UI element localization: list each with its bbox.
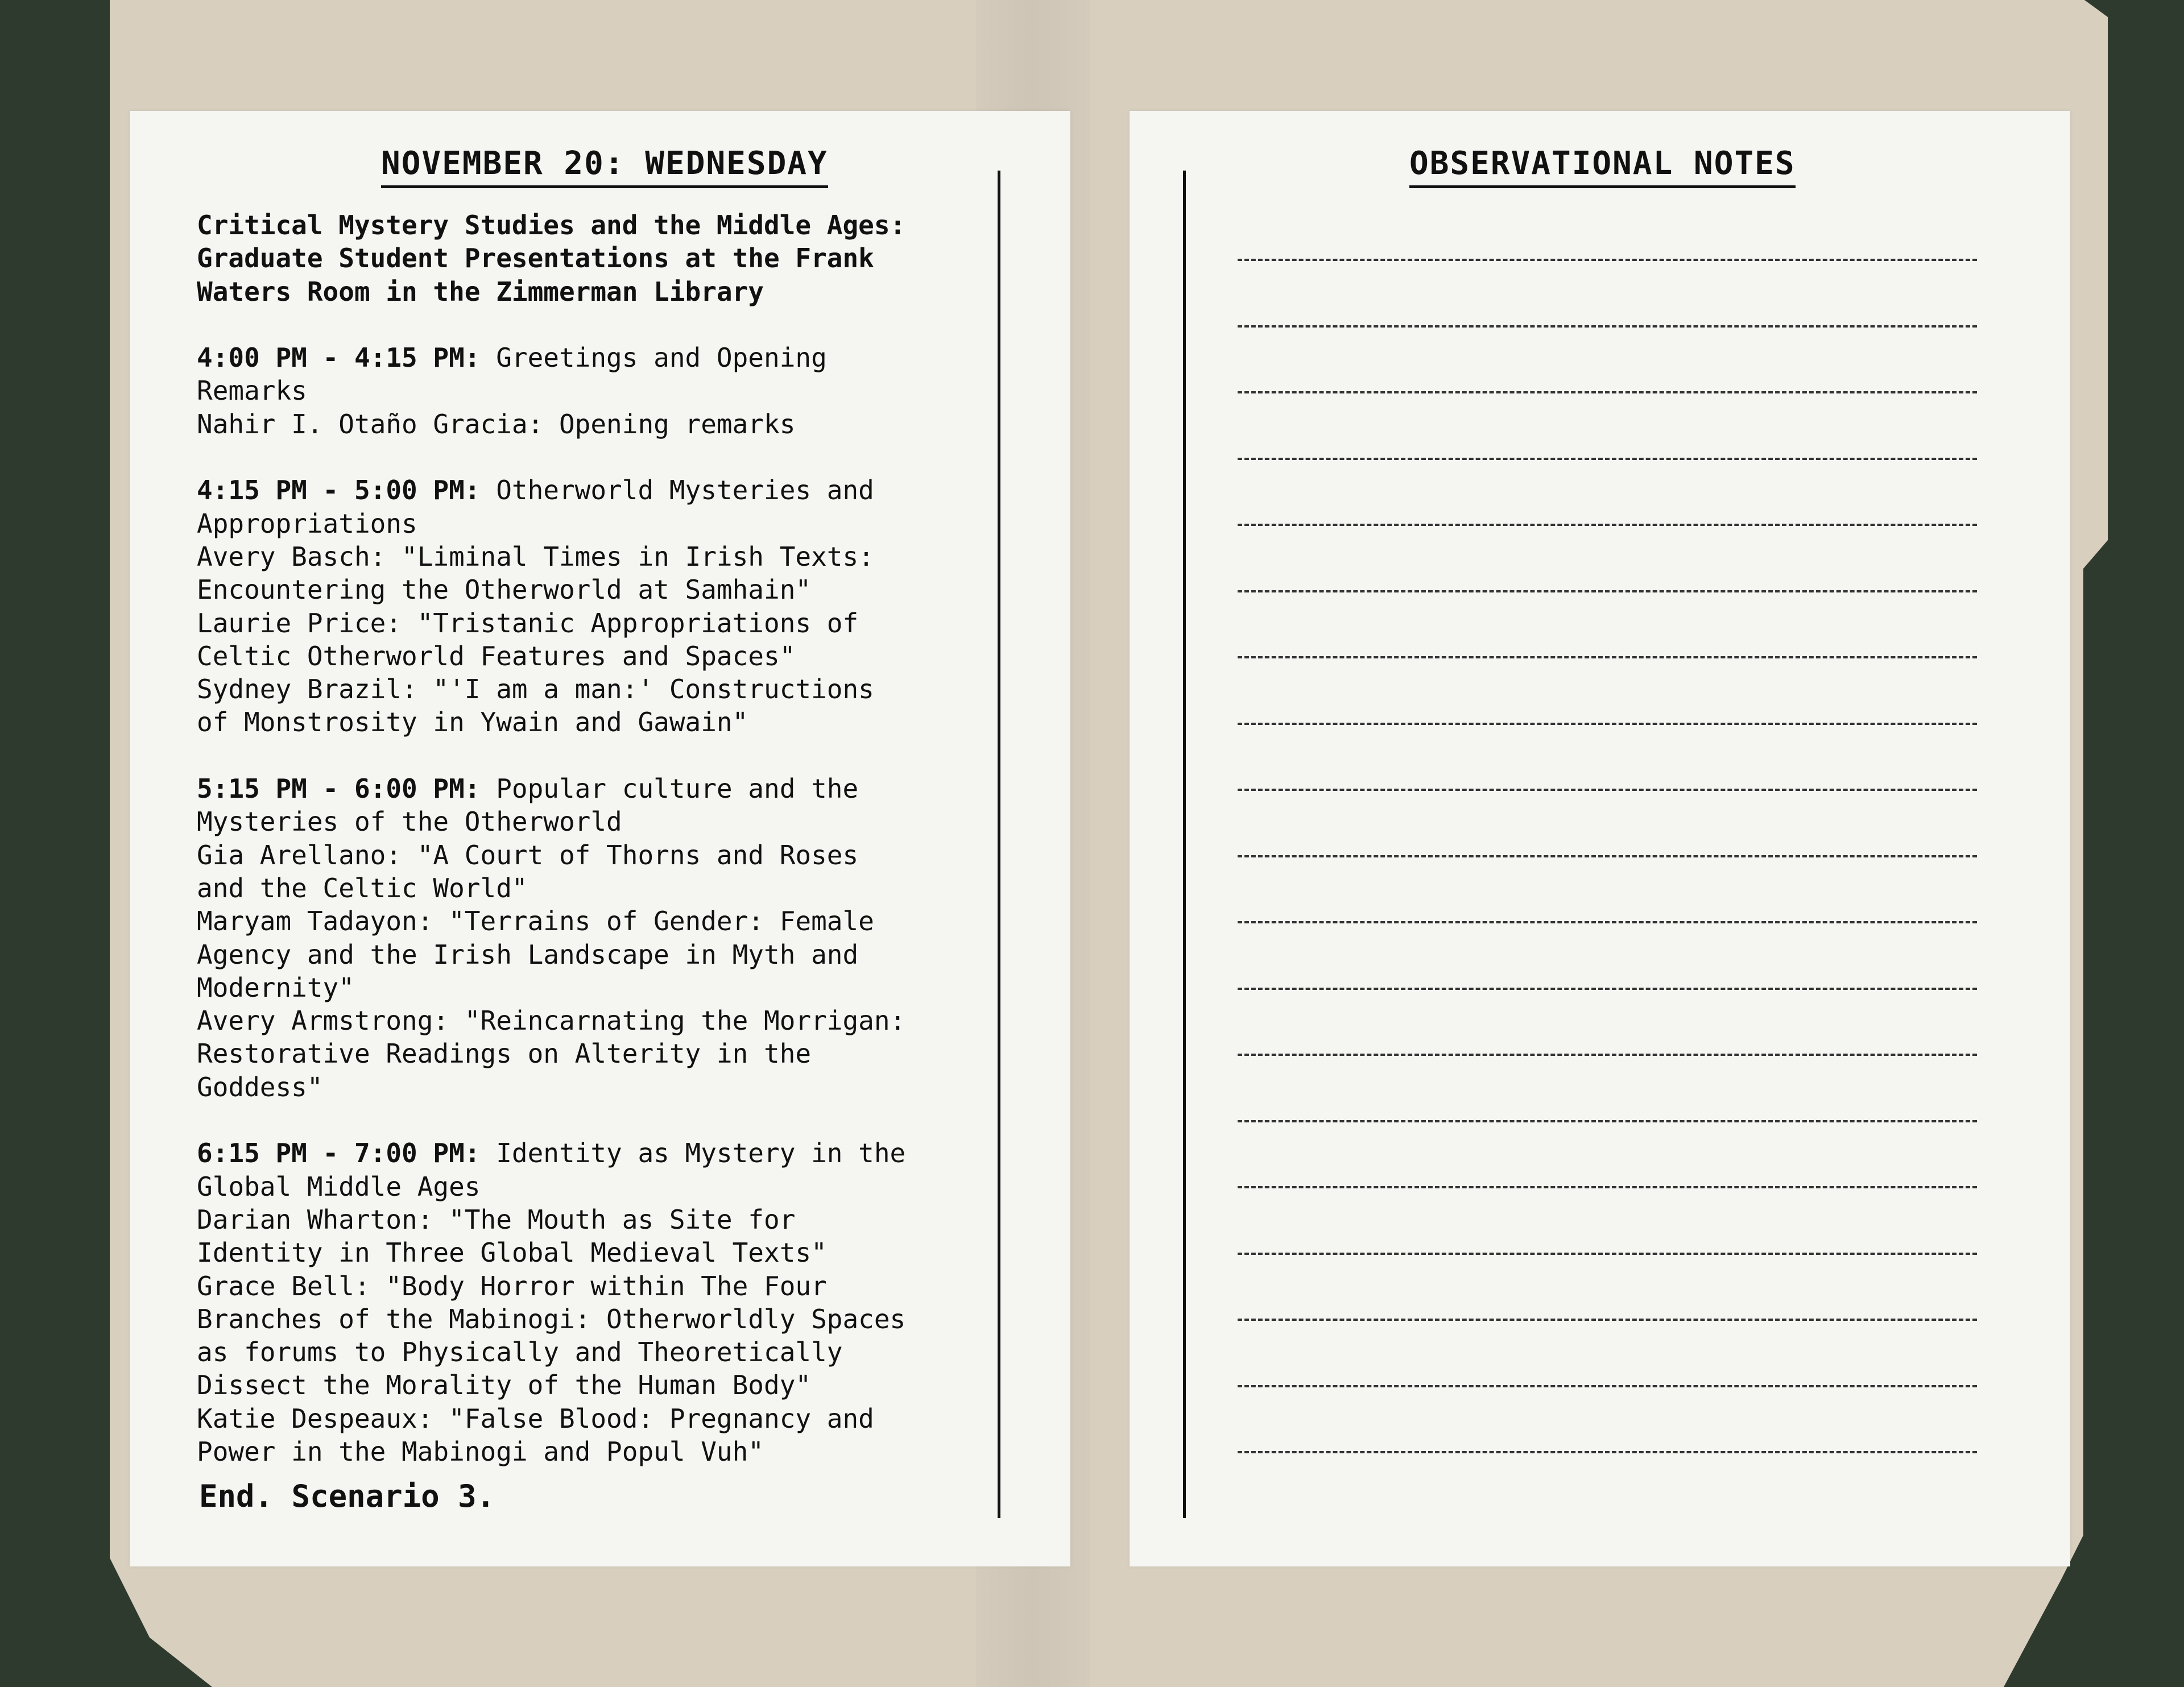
session-time: 5:15 PM - 6:00 PM: (197, 773, 481, 805)
session-line: Global Middle Ages (197, 1171, 481, 1202)
notes-area (1238, 111, 1977, 1566)
divider-line (998, 171, 1000, 1518)
session-heading (197, 474, 993, 507)
session-line: Sydney Brazil: "'I am a man:' Constructions (197, 674, 874, 705)
note-line (1238, 458, 1977, 460)
note-line (1238, 1451, 1977, 1453)
session-heading (197, 1137, 993, 1170)
session-line: Dissect the Morality of the Human Body" (197, 1370, 812, 1401)
session-line: and the Celtic World" (197, 872, 528, 903)
note-line (1238, 1186, 1977, 1188)
note-line (1238, 723, 1977, 725)
session-block (197, 341, 993, 441)
session-line: Encountering the Otherworld at Samhain" (197, 574, 812, 606)
session-line: Katie Despeaux: "False Blood: Pregnancy and (197, 1403, 874, 1434)
session-heading (197, 341, 993, 374)
session-line: Gia Arellano: "A Court of Thorns and Roses (197, 839, 859, 871)
session-line: Avery Armstrong: "Reincarnating the Morrigan: (197, 1005, 906, 1037)
note-line (1238, 921, 1977, 923)
intro-line: Critical Mystery Studies and the Middle Ages: (197, 210, 906, 241)
schedule-content (197, 209, 993, 1502)
session-line: Laurie Price: "Tristanic Appropriations of (197, 607, 859, 639)
note-line (1238, 1253, 1977, 1255)
session-line: Mysteries of the Otherworld (197, 806, 622, 838)
note-line (1238, 855, 1977, 857)
session-line: Agency and the Irish Landscape in Myth and (197, 939, 859, 970)
session-title: Identity as Mystery in the (480, 1138, 906, 1169)
note-line (1238, 590, 1977, 592)
note-line (1238, 1054, 1977, 1056)
session-line: Goddess" (197, 1071, 323, 1102)
session-line: Identity in Three Global Medieval Texts" (197, 1237, 827, 1269)
notes-page (1130, 111, 2070, 1566)
session-line: Restorative Readings on Alterity in the (197, 1038, 812, 1070)
session-title: Greetings and Opening (480, 342, 827, 374)
session-line: Darian Wharton: "The Mouth as Site for (197, 1204, 796, 1235)
note-line (1238, 1120, 1977, 1122)
schedule-page (130, 111, 1070, 1566)
session-line: Power in the Mabinogi and Popul Vuh" (197, 1436, 764, 1467)
schedule-title-text: NOVEMBER 20: WEDNESDAY (381, 145, 828, 188)
note-line (1238, 524, 1977, 526)
session-block (197, 1137, 993, 1468)
session-title: Popular culture and the (480, 773, 859, 805)
session-line: Nahir I. Otaño Gracia: Opening remarks (197, 408, 796, 440)
note-line (1238, 988, 1977, 990)
divider-line (1183, 171, 1186, 1518)
session-line: Branches of the Mabinogi: Otherworldly Spaces (197, 1303, 906, 1334)
session-line: Celtic Otherworld Features and Spaces" (197, 640, 796, 672)
note-line (1238, 325, 1977, 328)
session-time: 4:00 PM - 4:15 PM: (197, 342, 481, 374)
session-line: Avery Basch: "Liminal Times in Irish Texts: (197, 541, 874, 572)
session-time: 4:15 PM - 5:00 PM: (197, 475, 481, 506)
intro-paragraph (197, 209, 993, 308)
notes-title-text: OBSERVATIONAL NOTES (1409, 145, 1796, 188)
note-line (1238, 1319, 1977, 1321)
session-time: 6:15 PM - 7:00 PM: (197, 1138, 481, 1169)
session-line: Grace Bell: "Body Horror within The Four (197, 1270, 827, 1301)
note-line (1238, 656, 1977, 658)
session-title: Otherworld Mysteries and (480, 475, 874, 506)
session-line: Modernity" (197, 972, 354, 1003)
note-line (1238, 1385, 1977, 1387)
session-block (197, 474, 993, 739)
session-line: Maryam Tadayon: "Terrains of Gender: Female (197, 906, 874, 937)
session-heading (197, 772, 993, 805)
schedule-title (381, 145, 828, 188)
session-line: of Monstrosity in Ywain and Gawain" (197, 707, 748, 738)
intro-line: Waters Room in the Zimmerman Library (197, 276, 764, 307)
session-block (197, 772, 993, 1104)
end-scenario-text: End. Scenario 3. (199, 1478, 495, 1514)
session-line: as forums to Physically and Theoretically (197, 1337, 843, 1368)
session-line: Appropriations (197, 508, 417, 539)
note-line (1238, 391, 1977, 393)
session-line: Remarks (197, 375, 307, 407)
note-line (1238, 259, 1977, 261)
note-line (1238, 789, 1977, 791)
intro-line: Graduate Student Presentations at the Frank (197, 243, 874, 274)
